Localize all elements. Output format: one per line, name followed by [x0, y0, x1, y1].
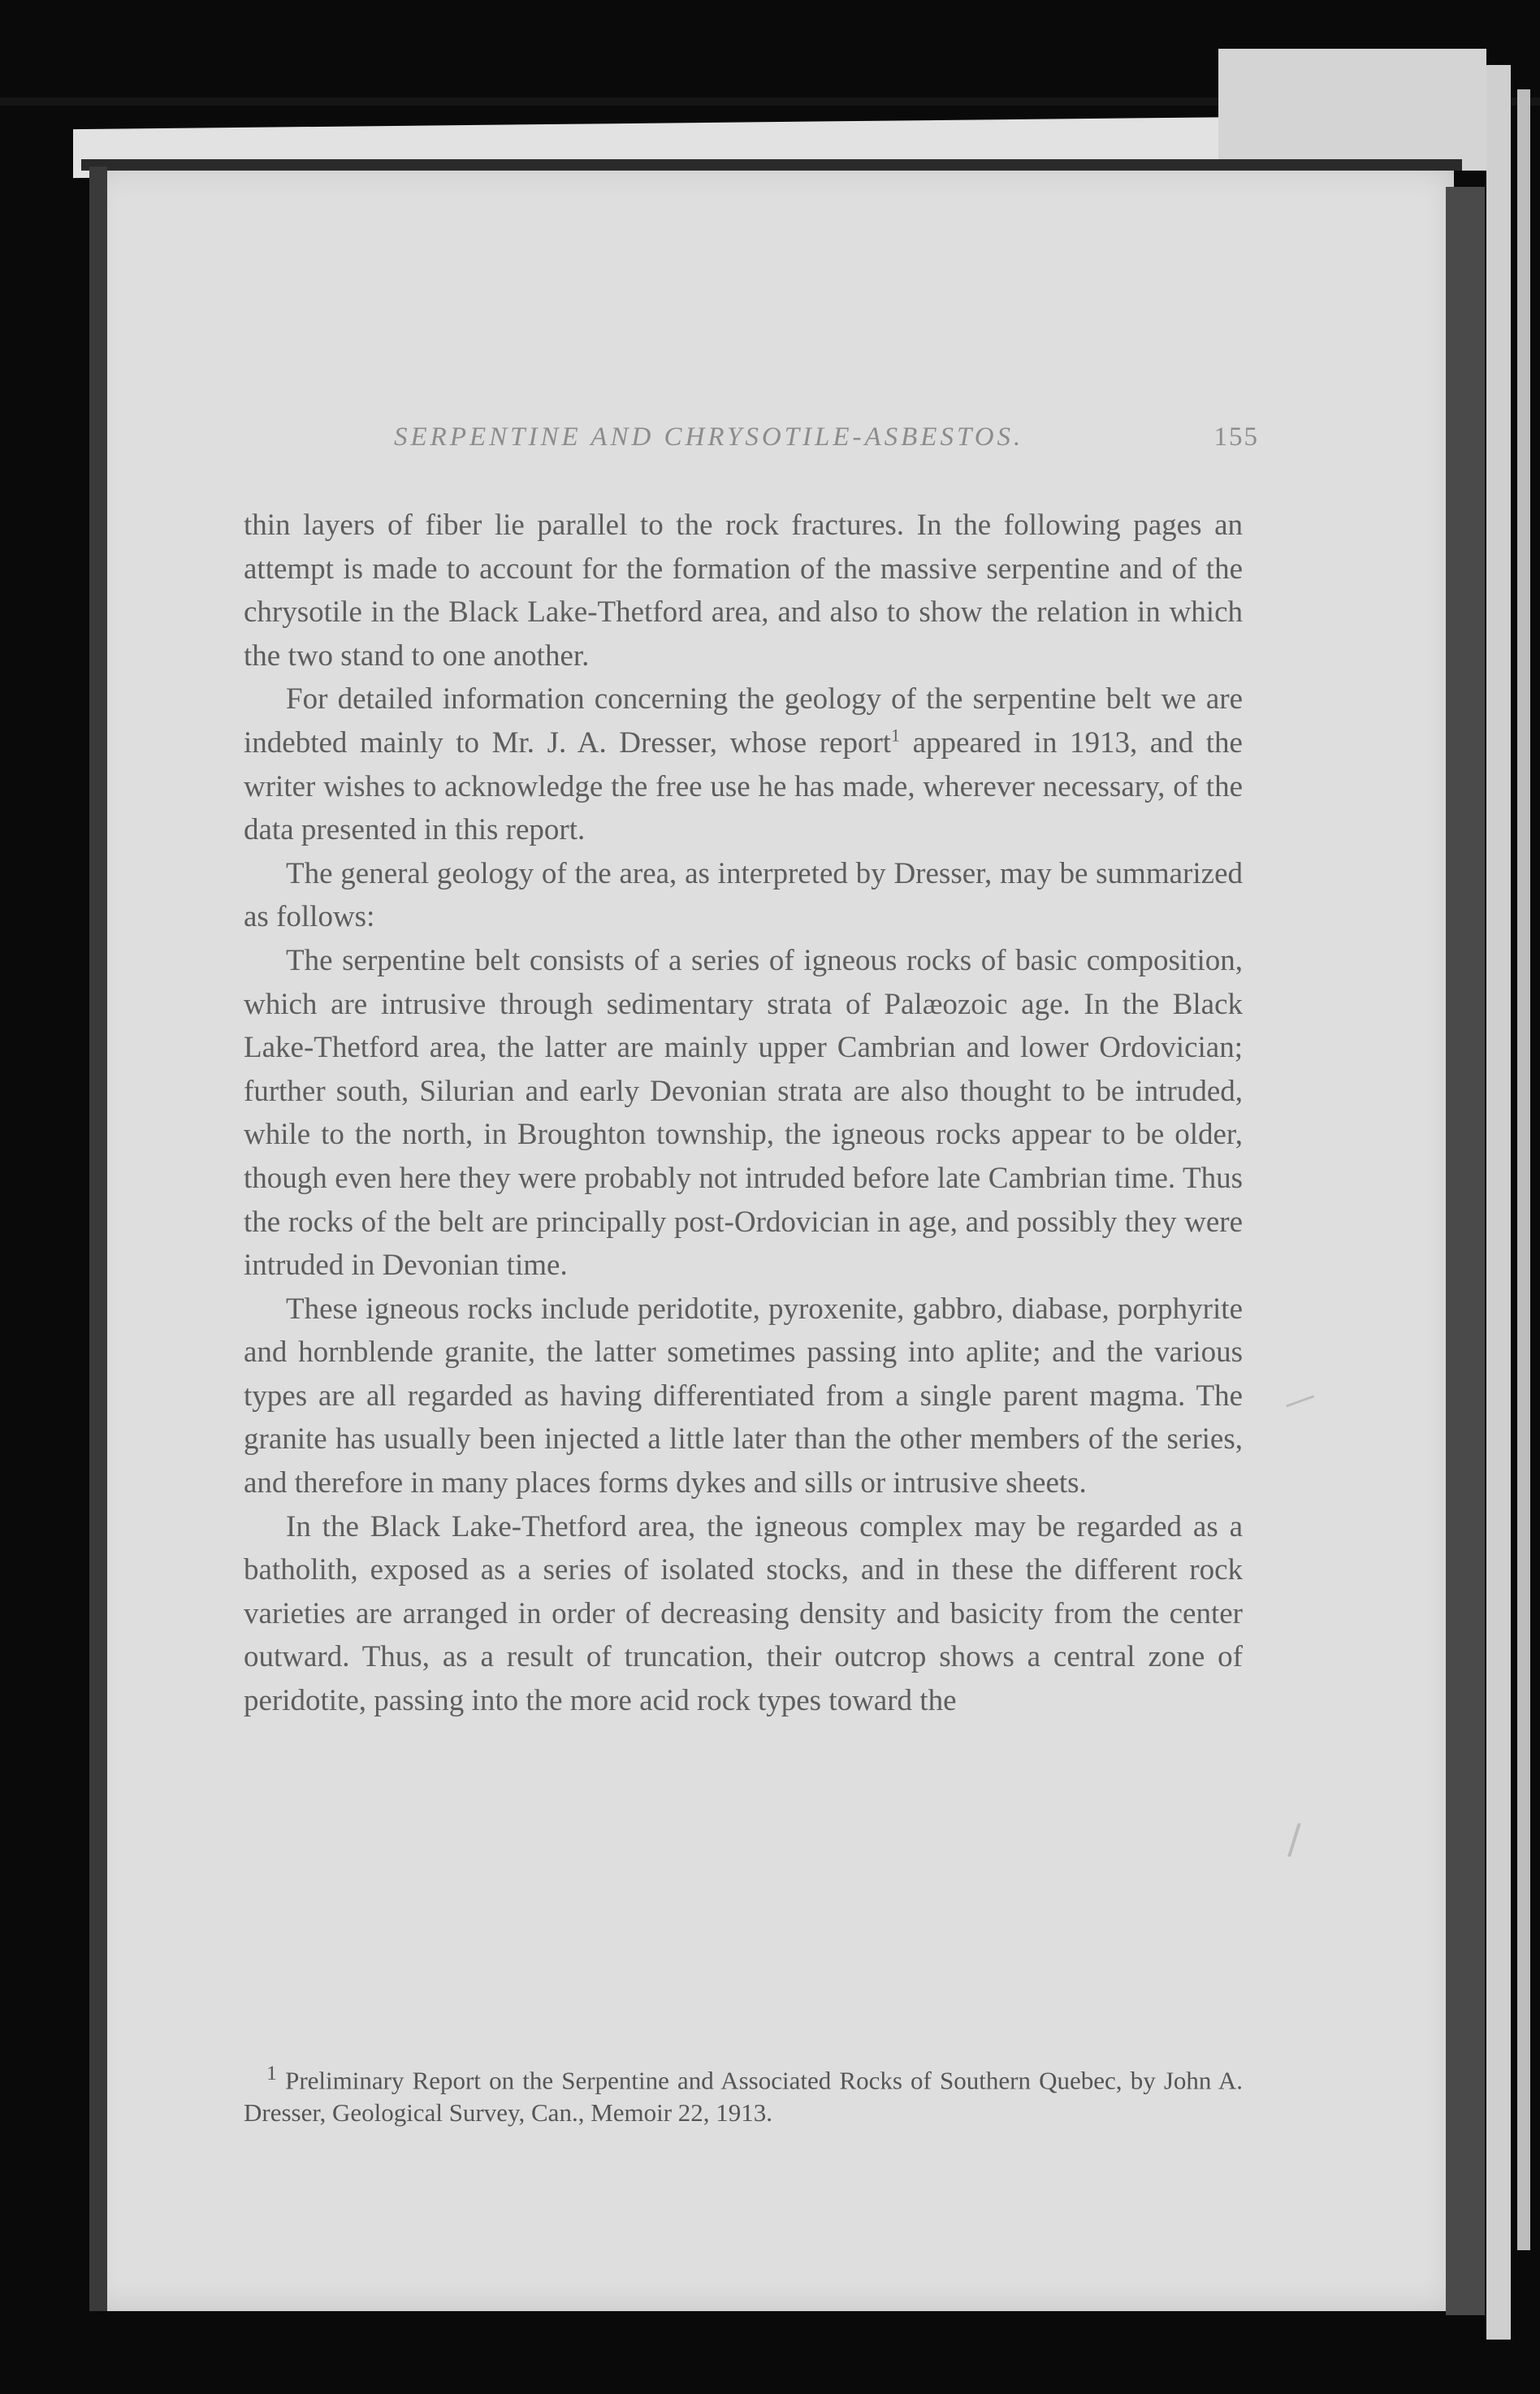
footnote-reference: 1	[891, 725, 901, 746]
page-left-shadow	[89, 167, 107, 2311]
page-number: 155	[1213, 422, 1259, 452]
paragraph-2-end: appeared in 1913, and the writer wishes to acknowledge the free use he has made, wherever necessary, of the data presented in this report.	[244, 725, 1243, 847]
page-stack-top-2	[1218, 49, 1486, 171]
paragraph-1: thin layers of fiber lie parallel to the rock fractures. In the following pages an attempt is made to account for the formation of the massive serpentine and of the chrysotile in the Black Lake-Thetford area, and also to show the relation in which the two stand to one another.	[244, 509, 1243, 673]
body-text	[244, 504, 1243, 1723]
running-header	[244, 422, 1259, 452]
footnote-marker: 1	[266, 2061, 277, 2084]
footnote	[244, 2057, 1243, 2129]
paragraph-3: The general geology of the area, as interpreted by Dresser, may be summarized as follows:	[244, 856, 1243, 934]
page-top-shadow	[81, 159, 1462, 171]
footnote-body: Preliminary Report on the Serpentine and Associated Rocks of Southern Quebec, by John A. Dresser, Geological Survey, Can., Memoir 22, 1913.	[244, 2066, 1243, 2128]
margin-dash-mark: —	[1278, 1376, 1322, 1423]
page-stack-right-edge	[1486, 65, 1511, 2340]
margin-slash-mark: /	[1287, 1816, 1301, 1863]
page-right-shadow	[1446, 187, 1485, 2315]
paragraph-2-start: For detailed information concerning the geology of the serpentine belt we are indebted mainly to Mr. J. A. Dresser, whose report	[244, 682, 1243, 760]
paragraph-5: These igneous rocks include peridotite, pyroxenite, gabbro, diabase, porphyrite and hornblende granite, the latter sometimes passing into aplite; and the various types are all regarded as having differentiated from a single parent magma. The granite has usually been injected a little later than the other members of the series, and therefore in many places forms dykes and sills or intrusive sheets.	[244, 1292, 1243, 1500]
paragraph-6: In the Black Lake-Thetford area, the igneous complex may be regarded as a batholith, exposed as a series of isolated stocks, and in these the different rock varieties are arranged in order of decreasing density and basicity from the center outward. Thus, as a result of truncation, their outcrop shows a central zone of peridotite, passing into the more acid rock types toward the	[244, 1509, 1243, 1718]
paragraph-2	[244, 678, 1243, 851]
paragraph-4: The serpentine belt consists of a series of igneous rocks of basic composition, which are intrusive through sedimentary strata of Palæozoic age. In the Black Lake-Thetford area, the latter are mainly upper Cambrian and lower Ordovician; further south, Silurian and early Devonian strata are also thought to be intruded, while to the north, in Broughton township, the igneous rocks appear to be older, though even here they were probably not intruded before late Cambrian time. Thus the rocks of the belt are principally post-Ordovician in age, and possibly they were intruded in Devonian time.	[244, 943, 1243, 1283]
page-stack-right-edge-2	[1517, 89, 1530, 2250]
footnote-text	[244, 2057, 1243, 2129]
running-title: SERPENTINE AND CHRYSOTILE-ASBESTOS.	[394, 422, 1024, 452]
